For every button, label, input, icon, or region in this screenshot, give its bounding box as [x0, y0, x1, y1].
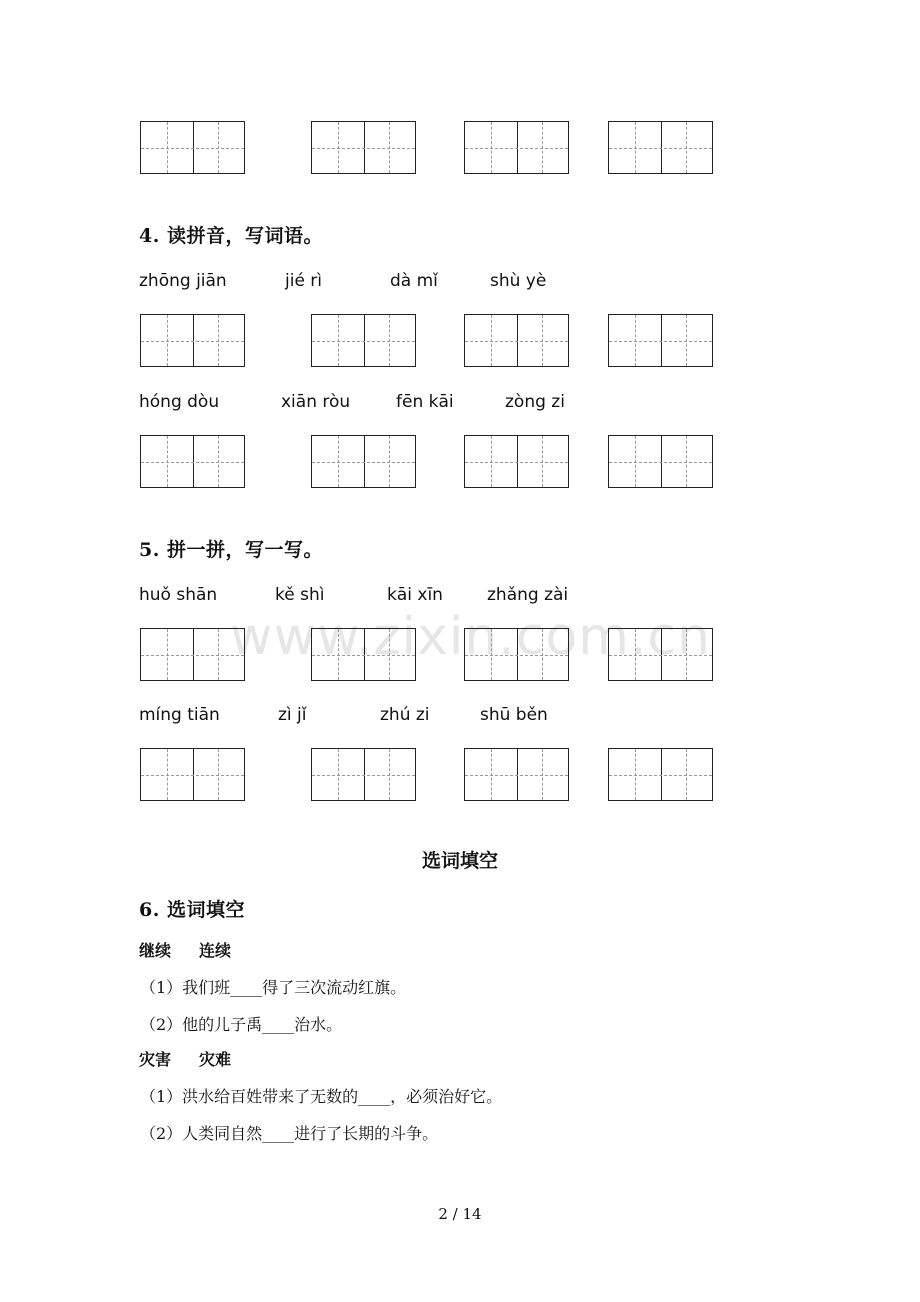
pinyin-word: zhú zi	[380, 705, 430, 725]
writing-box[interactable]	[608, 435, 713, 488]
writing-box[interactable]	[608, 628, 713, 681]
writing-grid-row	[0, 748, 920, 804]
writing-box[interactable]	[311, 121, 416, 174]
writing-box[interactable]	[311, 748, 416, 801]
fill-blank-sentence: （1）我们班____得了三次流动红旗。	[140, 978, 407, 997]
pinyin-word: zòng zi	[505, 392, 565, 412]
pinyin-word: kāi xīn	[387, 585, 443, 605]
pinyin-word: míng tiān	[139, 705, 220, 725]
fill-blank-sentence: （2）人类同自然____进行了长期的斗争。	[140, 1124, 439, 1143]
word-choice-pair	[139, 938, 259, 961]
writing-box[interactable]	[464, 121, 569, 174]
word-choice: 灾难	[199, 1050, 232, 1069]
pinyin-word: zhǎng zài	[487, 585, 569, 605]
writing-box[interactable]	[311, 314, 416, 367]
question-6-title: 6. 选词填空	[139, 899, 245, 921]
writing-box[interactable]	[140, 314, 245, 367]
pinyin-word: dà mǐ	[390, 271, 438, 291]
pinyin-row	[139, 585, 789, 609]
fill-blank-sentence: （2）他的儿子禹____治水。	[140, 1015, 343, 1034]
writing-grid-row	[0, 435, 920, 491]
pinyin-word: shù yè	[490, 271, 547, 291]
word-choice-pair	[139, 1047, 259, 1070]
question-5-title: 5. 拼一拼，写一写。	[139, 539, 323, 561]
writing-grid-row	[0, 314, 920, 370]
pinyin-word: hóng dòu	[139, 392, 220, 412]
writing-box[interactable]	[311, 628, 416, 681]
writing-box[interactable]	[608, 748, 713, 801]
pinyin-word: zì jǐ	[278, 705, 307, 725]
pinyin-word: huǒ shān	[139, 585, 218, 605]
writing-grid-row	[0, 628, 920, 684]
pinyin-word: kě shì	[275, 585, 325, 605]
pinyin-word: xiān ròu	[281, 392, 351, 412]
writing-box[interactable]	[464, 435, 569, 488]
fill-blank-sentence: （1）洪水给百姓带来了无数的____，必须治好它。	[140, 1087, 503, 1106]
writing-box[interactable]	[140, 435, 245, 488]
writing-box[interactable]	[464, 628, 569, 681]
writing-box[interactable]	[311, 435, 416, 488]
pinyin-row	[139, 705, 789, 729]
watermark: www.zixin.com.cn	[230, 607, 711, 667]
pinyin-word: fēn kāi	[396, 392, 454, 412]
writing-box[interactable]	[140, 121, 245, 174]
writing-box[interactable]	[464, 314, 569, 367]
writing-box[interactable]	[464, 748, 569, 801]
writing-grid-row-top	[0, 121, 920, 177]
question-4-title: 4. 读拼音，写词语。	[139, 225, 323, 247]
page-number: 2 / 14	[438, 1205, 482, 1223]
section-heading: 选词填空	[421, 850, 498, 872]
writing-box[interactable]	[608, 121, 713, 174]
word-choice: 继续	[139, 941, 172, 960]
pinyin-word: shū běn	[480, 705, 548, 725]
word-choice: 连续	[199, 941, 232, 960]
writing-box[interactable]	[608, 314, 713, 367]
pinyin-word: zhōng jiān	[139, 271, 227, 291]
pinyin-row	[139, 271, 789, 295]
word-choice: 灾害	[139, 1050, 172, 1069]
writing-box[interactable]	[140, 628, 245, 681]
writing-box[interactable]	[140, 748, 245, 801]
pinyin-row	[139, 392, 789, 416]
pinyin-word: jié rì	[285, 271, 323, 291]
